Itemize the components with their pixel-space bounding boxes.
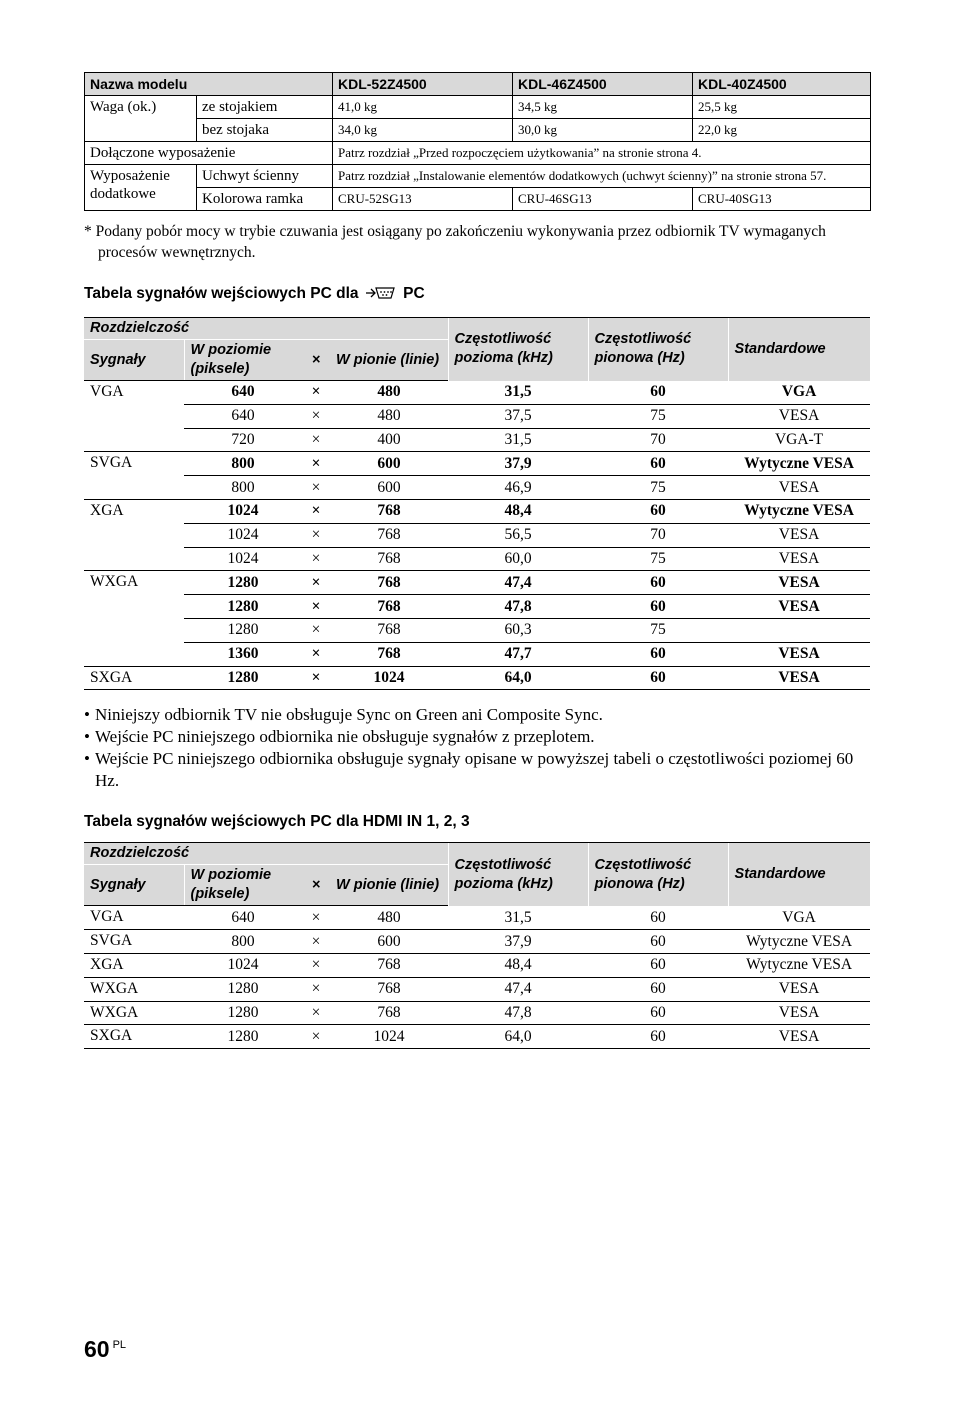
hdmi-table-body (84, 906, 870, 1049)
table-row (84, 1025, 870, 1049)
cell-vf: 60 (588, 977, 728, 1001)
page-number (84, 1336, 126, 1363)
cell-x: × (302, 1025, 330, 1049)
cell-hf: 31,5 (448, 381, 588, 405)
cell-vf: 60 (588, 953, 728, 977)
cell-v: 1024 (330, 666, 448, 690)
cell-hf: 37,9 (448, 452, 588, 476)
cell-h: 1280 (184, 977, 302, 1001)
cell-hf: 47,8 (448, 1001, 588, 1025)
cell-h: 640 (184, 381, 302, 405)
cell-x: × (302, 930, 330, 954)
cell-std (728, 618, 870, 642)
vertical-header: W pionie (linie) (330, 340, 448, 381)
cell-hf: 31,5 (448, 428, 588, 452)
frame-cell: CRU-40SG13 (693, 188, 871, 211)
cell-vf: 75 (588, 476, 728, 500)
cell-vf: 70 (588, 428, 728, 452)
times-header: × (302, 340, 330, 381)
table-row (84, 642, 870, 666)
cell-v: 768 (330, 953, 448, 977)
cell-x: × (302, 523, 330, 547)
cell-hf: 37,9 (448, 930, 588, 954)
cell-hf: 48,4 (448, 499, 588, 523)
cell-std: Wytyczne VESA (728, 930, 870, 954)
signal-name-cell: VGA (84, 381, 184, 452)
weight-cell: 25,5 kg (693, 96, 871, 119)
cell-std: VGA (728, 906, 870, 930)
cell-std: VESA (728, 1001, 870, 1025)
cell-std: VESA (728, 595, 870, 619)
cell-std: VESA (728, 666, 870, 690)
cell-x: × (302, 452, 330, 476)
cell-vf: 60 (588, 642, 728, 666)
cell-vf: 60 (588, 452, 728, 476)
cell-vf: 60 (588, 499, 728, 523)
cell-v: 768 (330, 523, 448, 547)
cell-std: Wytyczne VESA (728, 499, 870, 523)
spec-header-kdl46: KDL-46Z4500 (513, 73, 693, 96)
cell-vf: 60 (588, 595, 728, 619)
cell-v: 600 (330, 930, 448, 954)
cell-x: × (302, 642, 330, 666)
included-label: Dołączone wyposażenie (85, 142, 333, 165)
cell-v: 768 (330, 618, 448, 642)
v-freq-header: Częstotliwość pionowa (Hz) (588, 843, 728, 906)
cell-h: 1280 (184, 666, 302, 690)
cell-h: 1024 (184, 953, 302, 977)
cell-v: 400 (330, 428, 448, 452)
cell-v: 1024 (330, 1025, 448, 1049)
page-language: PL (112, 1339, 127, 1351)
cell-v: 768 (330, 547, 448, 571)
cell-x: × (302, 428, 330, 452)
cell-vf: 60 (588, 1001, 728, 1025)
signal-name-cell: WXGA (84, 977, 184, 1001)
cell-v: 768 (330, 642, 448, 666)
cell-vf: 60 (588, 571, 728, 595)
cell-h: 1360 (184, 642, 302, 666)
included-value: Patrz rozdział „Przed rozpoczęciem użytkowania” na stronie strona 4. (333, 142, 871, 165)
cell-std: VESA (728, 571, 870, 595)
cell-std: VGA (728, 381, 870, 405)
cell-std: Wytyczne VESA (728, 953, 870, 977)
standard-header: Standardowe (728, 843, 870, 906)
document-page (84, 72, 870, 1049)
list-item: • Niniejszy odbiornik TV nie obsługuje Sync on Green ani Composite Sync. (84, 704, 870, 726)
cell-h: 1280 (184, 618, 302, 642)
cell-hf: 47,7 (448, 642, 588, 666)
cell-std: VESA (728, 1025, 870, 1049)
h-freq-header: Częstotliwość pozioma (kHz) (448, 318, 588, 381)
frame-cell: CRU-52SG13 (333, 188, 513, 211)
weight-cell: 34,0 kg (333, 119, 513, 142)
cell-x: × (302, 1001, 330, 1025)
signal-name-cell: SXGA (84, 1025, 184, 1049)
table-row (84, 452, 870, 476)
cell-vf: 60 (588, 666, 728, 690)
cell-x: × (302, 977, 330, 1001)
cell-h: 800 (184, 930, 302, 954)
cell-std: VESA (728, 476, 870, 500)
cell-vf: 60 (588, 930, 728, 954)
cell-x: × (302, 476, 330, 500)
list-item: • Wejście PC niniejszego odbiornika obsługuje sygnały opisane w powyższej tabeli o częstotliwości poziomej 60 Hz. (84, 748, 870, 792)
cell-hf: 47,4 (448, 571, 588, 595)
horizontal-header: W poziomie (piksele) (184, 865, 302, 906)
cell-hf: 46,9 (448, 476, 588, 500)
pc-title-suffix: PC (403, 285, 425, 302)
cell-h: 1024 (184, 547, 302, 571)
wall-mount-value: Patrz rozdział „Instalowanie elementów dodatkowych (uchwyt ścienny)” na stronie strona 57. (333, 165, 871, 188)
cell-x: × (302, 381, 330, 405)
spec-header-kdl52: KDL-52Z4500 (333, 73, 513, 96)
signal-name-cell: XGA (84, 499, 184, 570)
cell-x: × (302, 499, 330, 523)
cell-std: VESA (728, 547, 870, 571)
cell-hf: 56,5 (448, 523, 588, 547)
cell-x: × (302, 571, 330, 595)
standard-header: Standardowe (728, 318, 870, 381)
table-row (84, 381, 870, 405)
cell-hf: 47,4 (448, 977, 588, 1001)
footnote: * Podany pobór mocy w trybie czuwania jest osiągany po zakończeniu wykonywania przez odbiornik TV wymaganych procesów wewnętrznych. (84, 223, 826, 261)
frame-label: Kolorowa ramka (197, 188, 333, 211)
cell-h: 640 (184, 906, 302, 930)
spec-header-kdl40: KDL-40Z4500 (693, 73, 871, 96)
cell-hf: 64,0 (448, 666, 588, 690)
signal-name-cell: WXGA (84, 571, 184, 666)
cell-std: VESA (728, 642, 870, 666)
spec-header-row (85, 73, 871, 96)
hdmi-signal-table (84, 842, 870, 1049)
weight-label: Waga (ok.) (85, 96, 197, 142)
cell-vf: 75 (588, 547, 728, 571)
cell-v: 768 (330, 977, 448, 1001)
model-spec-table (84, 72, 871, 211)
cell-h: 720 (184, 428, 302, 452)
vertical-header: W pionie (linie) (330, 865, 448, 906)
cell-v: 600 (330, 476, 448, 500)
cell-h: 1280 (184, 571, 302, 595)
table-row (84, 523, 870, 547)
hdmi-header-row-1 (84, 843, 870, 865)
cell-vf: 75 (588, 404, 728, 428)
list-item: • Wejście PC niniejszego odbiornika nie obsługuje sygnałów z przeplotem. (84, 726, 870, 748)
v-freq-header: Częstotliwość pionowa (Hz) (588, 318, 728, 381)
pc-signal-table (84, 317, 870, 690)
cell-vf: 70 (588, 523, 728, 547)
cell-std: VESA (728, 523, 870, 547)
spec-row-without-stand (85, 119, 871, 142)
cell-x: × (302, 666, 330, 690)
pc-input-icon (365, 285, 397, 307)
cell-v: 480 (330, 404, 448, 428)
resolution-header: Rozdzielczość (84, 318, 448, 340)
cell-h: 800 (184, 452, 302, 476)
table-row (84, 476, 870, 500)
cell-h: 800 (184, 476, 302, 500)
resolution-header: Rozdzielczość (84, 843, 448, 865)
signal-name-cell: XGA (84, 953, 184, 977)
hdmi-section-title: Tabela sygnałów wejściowych PC dla HDMI IN 1, 2, 3 (84, 813, 470, 831)
notes-list (84, 704, 870, 792)
cell-hf: 37,5 (448, 404, 588, 428)
pc-header-row-1 (84, 318, 870, 340)
cell-x: × (302, 595, 330, 619)
weight-cell: 22,0 kg (693, 119, 871, 142)
cell-hf: 64,0 (448, 1025, 588, 1049)
cell-h: 1280 (184, 595, 302, 619)
table-row (84, 499, 870, 523)
spec-header-model: Nazwa modelu (85, 73, 333, 96)
cell-x: × (302, 906, 330, 930)
spec-row-frame (85, 188, 871, 211)
cell-v: 480 (330, 381, 448, 405)
optional-label: Wyposażenie dodatkowe (85, 165, 197, 211)
weight-cell: 41,0 kg (333, 96, 513, 119)
cell-h: 1024 (184, 499, 302, 523)
spec-row-wall-mount (85, 165, 871, 188)
cell-std: VGA-T (728, 428, 870, 452)
cell-x: × (302, 618, 330, 642)
table-row (84, 618, 870, 642)
signal-name-cell: WXGA (84, 1001, 184, 1025)
horizontal-header: W poziomie (piksele) (184, 340, 302, 381)
cell-hf: 47,8 (448, 595, 588, 619)
times-header: × (302, 865, 330, 906)
pc-section-title (84, 284, 870, 307)
signal-name-cell: SVGA (84, 930, 184, 954)
cell-vf: 60 (588, 381, 728, 405)
cell-x: × (302, 547, 330, 571)
pc-title-prefix: Tabela sygnałów wejściowych PC dla (84, 285, 359, 302)
cell-h: 640 (184, 404, 302, 428)
cell-h: 1280 (184, 1025, 302, 1049)
page-number-value: 60 (84, 1336, 110, 1362)
cell-v: 768 (330, 1001, 448, 1025)
cell-hf: 60,3 (448, 618, 588, 642)
without-stand-label: bez stojaka (197, 119, 333, 142)
cell-v: 768 (330, 571, 448, 595)
signals-header: Sygnały (84, 865, 184, 906)
spec-row-with-stand (85, 96, 871, 119)
cell-hf: 60,0 (448, 547, 588, 571)
cell-vf: 60 (588, 906, 728, 930)
table-row (84, 1001, 870, 1025)
cell-v: 480 (330, 906, 448, 930)
cell-std: Wytyczne VESA (728, 452, 870, 476)
table-row (84, 595, 870, 619)
cell-std: VESA (728, 404, 870, 428)
table-row (84, 547, 870, 571)
table-row (84, 906, 870, 930)
signals-header: Sygnały (84, 340, 184, 381)
table-row (84, 404, 870, 428)
cell-x: × (302, 404, 330, 428)
cell-v: 768 (330, 595, 448, 619)
table-row (84, 953, 870, 977)
signal-name-cell: SVGA (84, 452, 184, 500)
h-freq-header: Częstotliwość pozioma (kHz) (448, 843, 588, 906)
cell-x: × (302, 953, 330, 977)
pc-table-body (84, 381, 870, 690)
weight-cell: 30,0 kg (513, 119, 693, 142)
cell-hf: 48,4 (448, 953, 588, 977)
cell-vf: 75 (588, 618, 728, 642)
signal-name-cell: SXGA (84, 666, 184, 690)
cell-v: 600 (330, 452, 448, 476)
frame-cell: CRU-46SG13 (513, 188, 693, 211)
cell-std: VESA (728, 977, 870, 1001)
cell-v: 768 (330, 499, 448, 523)
table-row (84, 428, 870, 452)
wall-mount-label: Uchwyt ścienny (197, 165, 333, 188)
cell-hf: 31,5 (448, 906, 588, 930)
cell-h: 1280 (184, 1001, 302, 1025)
cell-vf: 60 (588, 1025, 728, 1049)
table-row (84, 571, 870, 595)
signal-name-cell: VGA (84, 906, 184, 930)
cell-h: 1024 (184, 523, 302, 547)
table-row (84, 977, 870, 1001)
spec-row-included (85, 142, 871, 165)
table-row (84, 666, 870, 690)
weight-cell: 34,5 kg (513, 96, 693, 119)
with-stand-label: ze stojakiem (197, 96, 333, 119)
table-row (84, 930, 870, 954)
